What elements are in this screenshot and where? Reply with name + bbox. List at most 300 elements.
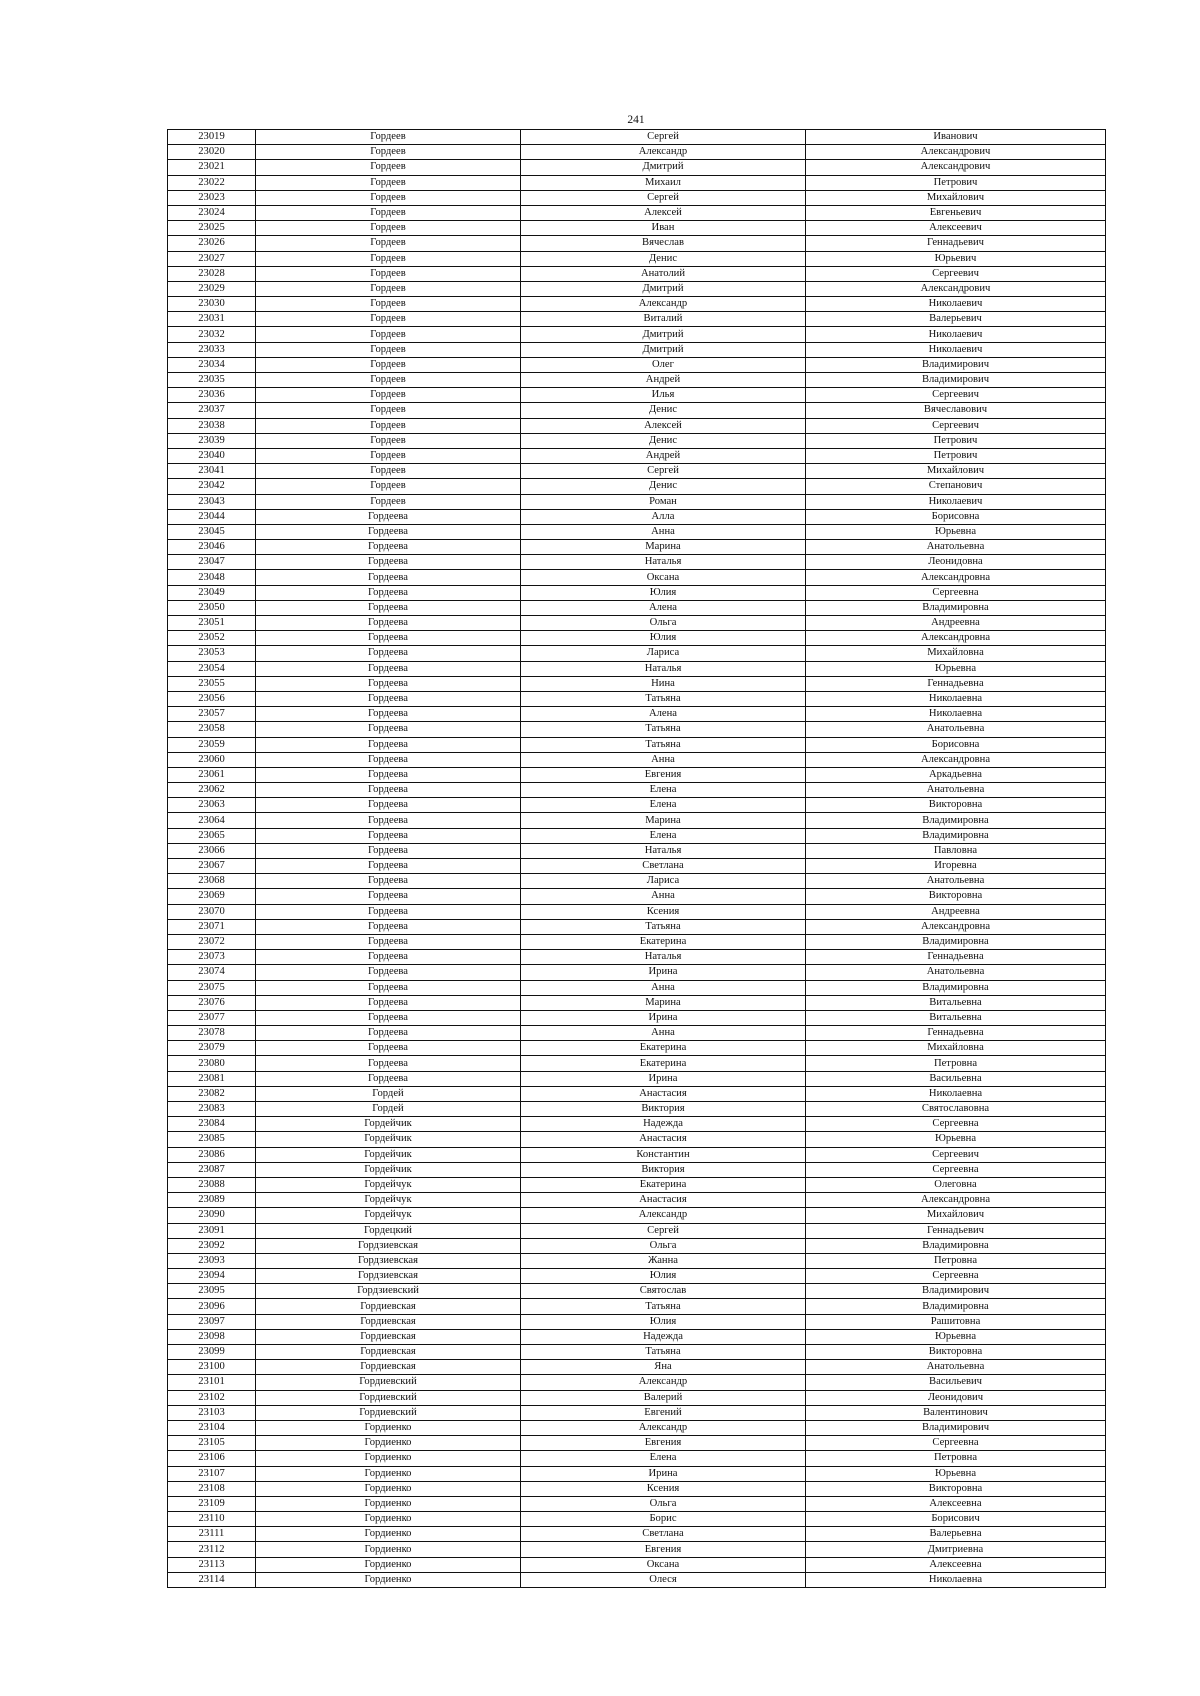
table-row [168, 540, 1106, 555]
patronymic-cell: Михайлович [806, 190, 1106, 205]
record-number-cell: 23043 [168, 494, 256, 509]
roster-table [167, 129, 1106, 1588]
table-row [168, 251, 1106, 266]
record-number-cell: 23067 [168, 859, 256, 874]
record-number-cell: 23088 [168, 1177, 256, 1192]
first-name-cell: Елена [521, 1451, 806, 1466]
surname-cell: Гордеева [256, 889, 521, 904]
first-name-cell: Денис [521, 479, 806, 494]
first-name-cell: Надежда [521, 1117, 806, 1132]
table-row [168, 813, 1106, 828]
patronymic-cell: Владимировна [806, 600, 1106, 615]
patronymic-cell: Петрович [806, 433, 1106, 448]
surname-cell: Гордеев [256, 494, 521, 509]
first-name-cell: Наталья [521, 555, 806, 570]
first-name-cell: Александр [521, 1375, 806, 1390]
first-name-cell: Наталья [521, 661, 806, 676]
record-number-cell: 23024 [168, 205, 256, 220]
surname-cell: Гордеева [256, 555, 521, 570]
record-number-cell: 23071 [168, 919, 256, 934]
table-row [168, 965, 1106, 980]
surname-cell: Гордеева [256, 509, 521, 524]
surname-cell: Гордейчук [256, 1177, 521, 1192]
patronymic-cell: Юрьевна [806, 1466, 1106, 1481]
patronymic-cell: Геннадьевна [806, 676, 1106, 691]
surname-cell: Гордеева [256, 767, 521, 782]
surname-cell: Гордиевская [256, 1329, 521, 1344]
record-number-cell: 23086 [168, 1147, 256, 1162]
patronymic-cell: Евгеньевич [806, 205, 1106, 220]
record-number-cell: 23085 [168, 1132, 256, 1147]
first-name-cell: Евгения [521, 1542, 806, 1557]
table-row [168, 1010, 1106, 1025]
record-number-cell: 23034 [168, 357, 256, 372]
record-number-cell: 23052 [168, 631, 256, 646]
record-number-cell: 23079 [168, 1041, 256, 1056]
record-number-cell: 23070 [168, 904, 256, 919]
table-row [168, 783, 1106, 798]
surname-cell: Гордеев [256, 236, 521, 251]
patronymic-cell: Викторовна [806, 1345, 1106, 1360]
patronymic-cell: Андреевна [806, 904, 1106, 919]
record-number-cell: 23089 [168, 1193, 256, 1208]
table-row [168, 889, 1106, 904]
surname-cell: Гордеев [256, 327, 521, 342]
first-name-cell: Андрей [521, 373, 806, 388]
surname-cell: Гордеева [256, 600, 521, 615]
patronymic-cell: Алексеевна [806, 1496, 1106, 1511]
surname-cell: Гордеева [256, 783, 521, 798]
surname-cell: Гордей [256, 1102, 521, 1117]
table-row [168, 190, 1106, 205]
first-name-cell: Денис [521, 403, 806, 418]
surname-cell: Гордеева [256, 1056, 521, 1071]
record-number-cell: 23082 [168, 1086, 256, 1101]
first-name-cell: Марина [521, 813, 806, 828]
record-number-cell: 23031 [168, 312, 256, 327]
surname-cell: Гордиенко [256, 1496, 521, 1511]
record-number-cell: 23087 [168, 1162, 256, 1177]
patronymic-cell: Валентинович [806, 1405, 1106, 1420]
record-number-cell: 23054 [168, 661, 256, 676]
record-number-cell: 23075 [168, 980, 256, 995]
surname-cell: Гордиевская [256, 1314, 521, 1329]
table-row [168, 904, 1106, 919]
patronymic-cell: Александрович [806, 145, 1106, 160]
surname-cell: Гордейчик [256, 1132, 521, 1147]
surname-cell: Гордеева [256, 1071, 521, 1086]
table-row [168, 1132, 1106, 1147]
surname-cell: Гордеев [256, 221, 521, 236]
record-number-cell: 23042 [168, 479, 256, 494]
patronymic-cell: Анатольевна [806, 783, 1106, 798]
surname-cell: Гордеев [256, 342, 521, 357]
surname-cell: Гордиевский [256, 1390, 521, 1405]
surname-cell: Гордиенко [256, 1557, 521, 1572]
table-row [168, 585, 1106, 600]
table-row [168, 1375, 1106, 1390]
first-name-cell: Ирина [521, 1010, 806, 1025]
table-row [168, 767, 1106, 782]
patronymic-cell: Дмитриевна [806, 1542, 1106, 1557]
patronymic-cell: Михайлович [806, 464, 1106, 479]
record-number-cell: 23107 [168, 1466, 256, 1481]
surname-cell: Гордейчик [256, 1117, 521, 1132]
table-row [168, 373, 1106, 388]
record-number-cell: 23101 [168, 1375, 256, 1390]
patronymic-cell: Павловна [806, 843, 1106, 858]
first-name-cell: Татьяна [521, 1299, 806, 1314]
surname-cell: Гордеева [256, 1026, 521, 1041]
table-row [168, 1238, 1106, 1253]
table-row [168, 1147, 1106, 1162]
patronymic-cell: Владимирович [806, 357, 1106, 372]
first-name-cell: Илья [521, 388, 806, 403]
record-number-cell: 23102 [168, 1390, 256, 1405]
table-row [168, 995, 1106, 1010]
first-name-cell: Виктория [521, 1162, 806, 1177]
surname-cell: Гордеева [256, 965, 521, 980]
record-number-cell: 23029 [168, 281, 256, 296]
patronymic-cell: Иванович [806, 130, 1106, 145]
surname-cell: Гордеева [256, 752, 521, 767]
first-name-cell: Юлия [521, 1314, 806, 1329]
first-name-cell: Ирина [521, 1466, 806, 1481]
first-name-cell: Татьяна [521, 691, 806, 706]
patronymic-cell: Вячеславович [806, 403, 1106, 418]
table-row [168, 1436, 1106, 1451]
record-number-cell: 23078 [168, 1026, 256, 1041]
surname-cell: Гордеев [256, 190, 521, 205]
first-name-cell: Марина [521, 995, 806, 1010]
surname-cell: Гордейчук [256, 1208, 521, 1223]
surname-cell: Гордиевская [256, 1345, 521, 1360]
table-row [168, 1542, 1106, 1557]
record-number-cell: 23112 [168, 1542, 256, 1557]
first-name-cell: Святослав [521, 1284, 806, 1299]
surname-cell: Гордеев [256, 433, 521, 448]
surname-cell: Гордиенко [256, 1542, 521, 1557]
table-row [168, 1572, 1106, 1587]
table-row [168, 327, 1106, 342]
surname-cell: Гордеева [256, 646, 521, 661]
table-row [168, 1162, 1106, 1177]
record-number-cell: 23081 [168, 1071, 256, 1086]
record-number-cell: 23098 [168, 1329, 256, 1344]
first-name-cell: Денис [521, 251, 806, 266]
patronymic-cell: Александровна [806, 752, 1106, 767]
first-name-cell: Александр [521, 297, 806, 312]
first-name-cell: Иван [521, 221, 806, 236]
patronymic-cell: Николаевна [806, 1572, 1106, 1587]
record-number-cell: 23051 [168, 616, 256, 631]
record-number-cell: 23045 [168, 524, 256, 539]
table-row [168, 464, 1106, 479]
surname-cell: Гордиевская [256, 1299, 521, 1314]
record-number-cell: 23091 [168, 1223, 256, 1238]
surname-cell: Гордеев [256, 418, 521, 433]
record-number-cell: 23083 [168, 1102, 256, 1117]
first-name-cell: Светлана [521, 1527, 806, 1542]
patronymic-cell: Юрьевна [806, 1329, 1106, 1344]
table-row [168, 661, 1106, 676]
record-number-cell: 23084 [168, 1117, 256, 1132]
record-number-cell: 23020 [168, 145, 256, 160]
surname-cell: Гордиевский [256, 1375, 521, 1390]
patronymic-cell: Валерьевич [806, 312, 1106, 327]
record-number-cell: 23063 [168, 798, 256, 813]
first-name-cell: Анна [521, 1026, 806, 1041]
patronymic-cell: Леонидович [806, 1390, 1106, 1405]
first-name-cell: Евгения [521, 1436, 806, 1451]
record-number-cell: 23096 [168, 1299, 256, 1314]
table-row [168, 342, 1106, 357]
patronymic-cell: Анатольевна [806, 1360, 1106, 1375]
first-name-cell: Юлия [521, 585, 806, 600]
patronymic-cell: Витальевна [806, 995, 1106, 1010]
record-number-cell: 23105 [168, 1436, 256, 1451]
surname-cell: Гордиенко [256, 1451, 521, 1466]
first-name-cell: Татьяна [521, 722, 806, 737]
table-row [168, 357, 1106, 372]
patronymic-cell: Алексеевна [806, 1557, 1106, 1572]
surname-cell: Гордеев [256, 297, 521, 312]
surname-cell: Гордеева [256, 934, 521, 949]
surname-cell: Гордеева [256, 676, 521, 691]
patronymic-cell: Святославовна [806, 1102, 1106, 1117]
patronymic-cell: Николаевич [806, 342, 1106, 357]
table-row [168, 388, 1106, 403]
patronymic-cell: Владимировна [806, 980, 1106, 995]
patronymic-cell: Геннадьевич [806, 1223, 1106, 1238]
surname-cell: Гордеева [256, 828, 521, 843]
first-name-cell: Александр [521, 145, 806, 160]
surname-cell: Гордеева [256, 1041, 521, 1056]
patronymic-cell: Анатольевна [806, 722, 1106, 737]
surname-cell: Гордеев [256, 160, 521, 175]
surname-cell: Гордеева [256, 859, 521, 874]
first-name-cell: Жанна [521, 1253, 806, 1268]
surname-cell: Гордейчик [256, 1162, 521, 1177]
table-row [168, 1420, 1106, 1435]
table-row [168, 1223, 1106, 1238]
surname-cell: Гордиенко [256, 1572, 521, 1587]
first-name-cell: Елена [521, 783, 806, 798]
first-name-cell: Алена [521, 707, 806, 722]
table-row [168, 1512, 1106, 1527]
record-number-cell: 23062 [168, 783, 256, 798]
record-number-cell: 23033 [168, 342, 256, 357]
record-number-cell: 23021 [168, 160, 256, 175]
table-row [168, 980, 1106, 995]
table-row [168, 950, 1106, 965]
record-number-cell: 23047 [168, 555, 256, 570]
surname-cell: Гордиенко [256, 1527, 521, 1542]
record-number-cell: 23100 [168, 1360, 256, 1375]
record-number-cell: 23026 [168, 236, 256, 251]
patronymic-cell: Петрович [806, 175, 1106, 190]
table-row [168, 798, 1106, 813]
surname-cell: Гордеева [256, 813, 521, 828]
first-name-cell: Алексей [521, 418, 806, 433]
table-row [168, 737, 1106, 752]
first-name-cell: Валерий [521, 1390, 806, 1405]
record-number-cell: 23049 [168, 585, 256, 600]
patronymic-cell: Александровна [806, 919, 1106, 934]
table-row [168, 494, 1106, 509]
table-row [168, 1466, 1106, 1481]
first-name-cell: Елена [521, 798, 806, 813]
surname-cell: Гордиевский [256, 1405, 521, 1420]
patronymic-cell: Викторовна [806, 889, 1106, 904]
patronymic-cell: Владимировна [806, 828, 1106, 843]
first-name-cell: Александр [521, 1420, 806, 1435]
record-number-cell: 23056 [168, 691, 256, 706]
table-row [168, 646, 1106, 661]
table-row [168, 205, 1106, 220]
first-name-cell: Ирина [521, 1071, 806, 1086]
first-name-cell: Ольга [521, 1238, 806, 1253]
surname-cell: Гордеев [256, 403, 521, 418]
surname-cell: Гордеева [256, 570, 521, 585]
surname-cell: Гордеева [256, 524, 521, 539]
record-number-cell: 23074 [168, 965, 256, 980]
record-number-cell: 23103 [168, 1405, 256, 1420]
first-name-cell: Алексей [521, 205, 806, 220]
table-row [168, 160, 1106, 175]
first-name-cell: Светлана [521, 859, 806, 874]
record-number-cell: 23110 [168, 1512, 256, 1527]
record-number-cell: 23038 [168, 418, 256, 433]
table-row [168, 843, 1106, 858]
table-row [168, 1026, 1106, 1041]
record-number-cell: 23050 [168, 600, 256, 615]
record-number-cell: 23027 [168, 251, 256, 266]
table-row [168, 570, 1106, 585]
first-name-cell: Алла [521, 509, 806, 524]
surname-cell: Гордеев [256, 464, 521, 479]
record-number-cell: 23065 [168, 828, 256, 843]
patronymic-cell: Михайловна [806, 1041, 1106, 1056]
record-number-cell: 23055 [168, 676, 256, 691]
table-row [168, 1269, 1106, 1284]
patronymic-cell: Петровна [806, 1056, 1106, 1071]
first-name-cell: Лариса [521, 646, 806, 661]
patronymic-cell: Николаевич [806, 327, 1106, 342]
patronymic-cell: Степанович [806, 479, 1106, 494]
first-name-cell: Константин [521, 1147, 806, 1162]
record-number-cell: 23108 [168, 1481, 256, 1496]
record-number-cell: 23099 [168, 1345, 256, 1360]
record-number-cell: 23059 [168, 737, 256, 752]
table-row [168, 1390, 1106, 1405]
record-number-cell: 23072 [168, 934, 256, 949]
first-name-cell: Дмитрий [521, 281, 806, 296]
patronymic-cell: Александровна [806, 1193, 1106, 1208]
surname-cell: Гордеева [256, 691, 521, 706]
record-number-cell: 23090 [168, 1208, 256, 1223]
patronymic-cell: Анатольевна [806, 874, 1106, 889]
surname-cell: Гордеев [256, 388, 521, 403]
patronymic-cell: Анатольевна [806, 540, 1106, 555]
first-name-cell: Виктория [521, 1102, 806, 1117]
table-row [168, 1177, 1106, 1192]
first-name-cell: Дмитрий [521, 160, 806, 175]
record-number-cell: 23068 [168, 874, 256, 889]
table-row [168, 707, 1106, 722]
table-row [168, 281, 1106, 296]
patronymic-cell: Валерьевна [806, 1527, 1106, 1542]
first-name-cell: Татьяна [521, 737, 806, 752]
first-name-cell: Сергей [521, 130, 806, 145]
first-name-cell: Сергей [521, 1223, 806, 1238]
surname-cell: Гордеева [256, 707, 521, 722]
first-name-cell: Наталья [521, 843, 806, 858]
record-number-cell: 23094 [168, 1269, 256, 1284]
first-name-cell: Екатерина [521, 1041, 806, 1056]
table-row [168, 934, 1106, 949]
record-number-cell: 23060 [168, 752, 256, 767]
first-name-cell: Олеся [521, 1572, 806, 1587]
first-name-cell: Вячеслав [521, 236, 806, 251]
record-number-cell: 23061 [168, 767, 256, 782]
first-name-cell: Сергей [521, 464, 806, 479]
table-row [168, 403, 1106, 418]
table-row [168, 1102, 1106, 1117]
table-row [168, 1314, 1106, 1329]
surname-cell: Гордеева [256, 995, 521, 1010]
table-row [168, 297, 1106, 312]
table-row [168, 1253, 1106, 1268]
surname-cell: Гордеева [256, 722, 521, 737]
record-number-cell: 23080 [168, 1056, 256, 1071]
patronymic-cell: Сергеевна [806, 1436, 1106, 1451]
table-row [168, 722, 1106, 737]
table-row [168, 266, 1106, 281]
table-row [168, 1041, 1106, 1056]
first-name-cell: Анна [521, 889, 806, 904]
surname-cell: Гордеева [256, 616, 521, 631]
surname-cell: Гордеев [256, 130, 521, 145]
patronymic-cell: Николаевна [806, 707, 1106, 722]
patronymic-cell: Сергеевич [806, 388, 1106, 403]
patronymic-cell: Викторовна [806, 1481, 1106, 1496]
surname-cell: Гордеева [256, 843, 521, 858]
table-row [168, 221, 1106, 236]
patronymic-cell: Игоревна [806, 859, 1106, 874]
table-row [168, 1329, 1106, 1344]
first-name-cell: Ирина [521, 965, 806, 980]
first-name-cell: Екатерина [521, 1056, 806, 1071]
patronymic-cell: Александровна [806, 570, 1106, 585]
record-number-cell: 23106 [168, 1451, 256, 1466]
table-row [168, 1481, 1106, 1496]
patronymic-cell: Александрович [806, 281, 1106, 296]
first-name-cell: Яна [521, 1360, 806, 1375]
patronymic-cell: Сергеевна [806, 1269, 1106, 1284]
first-name-cell: Анна [521, 752, 806, 767]
patronymic-cell: Николаевич [806, 297, 1106, 312]
surname-cell: Гордеев [256, 145, 521, 160]
patronymic-cell: Владимировна [806, 813, 1106, 828]
patronymic-cell: Геннадьевна [806, 950, 1106, 965]
patronymic-cell: Сергеевич [806, 418, 1106, 433]
surname-cell: Гордеева [256, 798, 521, 813]
surname-cell: Гордеева [256, 631, 521, 646]
table-row [168, 1345, 1106, 1360]
table-row [168, 1405, 1106, 1420]
patronymic-cell: Юрьевна [806, 524, 1106, 539]
